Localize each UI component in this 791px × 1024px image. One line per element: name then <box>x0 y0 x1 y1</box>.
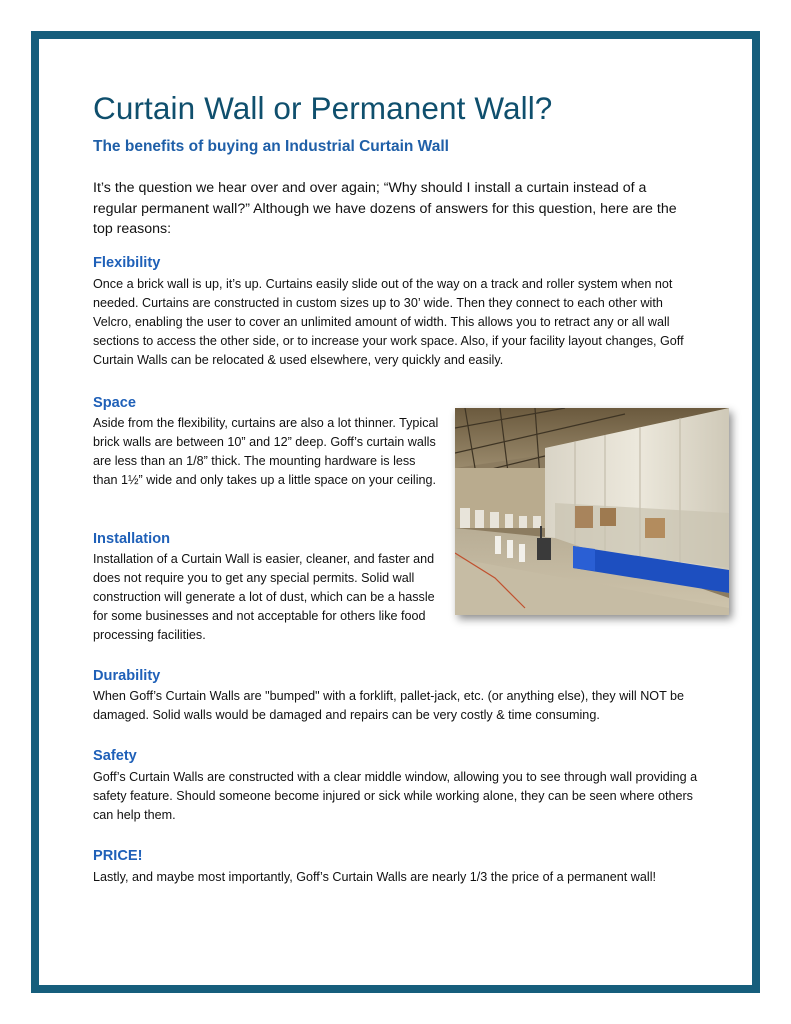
durability-text: When Goff’s Curtain Walls are "bumped" with a forklift, pallet-jack, etc. (or anything else), they will NOT be damaged. Solid walls would be damaged and repairs can be very costly & time consuming. <box>93 689 685 722</box>
warehouse-curtain-photo <box>455 408 729 615</box>
page-title: Curtain Wall or Permanent Wall? <box>93 90 553 126</box>
flexibility-text: Once a brick wall is up, it’s up. Curtains easily slide out of the way on a track and roller system when not needed. Curtains are constructed in custom sizes up to 30’ wide. Then they connect to each other with Velcro, enabling the user to cover an unlimited amount of width. This allows you to retract any or all wall sections to access the other side, or to increase your work space. Also, if your facility layout changes, Goff Curtain Walls can be relocated & used elsewhere, very quickly and easily. <box>93 277 684 367</box>
durability-heading: Durability <box>93 668 161 684</box>
space-text: Aside from the flexibility, curtains are also a lot thinner. Typical brick walls are between 10” and 12” deep. Goff’s curtain walls are less than an 1/8” thick. The mounting hardware is less than 1½” wide and only takes up a little space on your ceiling. <box>93 416 439 487</box>
intro-paragraph: It’s the question we hear over and over again; “Why should I install a curtain instead of a regular permanent wall?” Although we have dozens of answers for this question, here are the top reasons: <box>93 180 677 237</box>
installation-heading: Installation <box>93 531 171 547</box>
price-heading: PRICE! <box>93 848 143 864</box>
price-text: Lastly, and maybe most importantly, Goff’s Curtain Walls are nearly 1/3 the price of a permanent wall! <box>93 870 657 884</box>
space-heading: Space <box>93 395 136 411</box>
safety-text: Goff’s Curtain Walls are constructed with a clear middle window, allowing you to see through wall providing a safety feature. Should someone become injured or sick while working alone, they can be seen where others can help them. <box>93 770 698 822</box>
safety-heading: Safety <box>93 748 137 764</box>
installation-text: Installation of a Curtain Wall is easier, cleaner, and faster and does not require you to get any special permits. Solid wall construction will generate a lot of dust, which can be a hassle for some businesses and not acceptable for others like food processing facilities. <box>93 552 435 642</box>
flexibility-heading: Flexibility <box>93 255 161 271</box>
page-subtitle: The benefits of buying an Industrial Curtain Wall <box>93 138 449 155</box>
